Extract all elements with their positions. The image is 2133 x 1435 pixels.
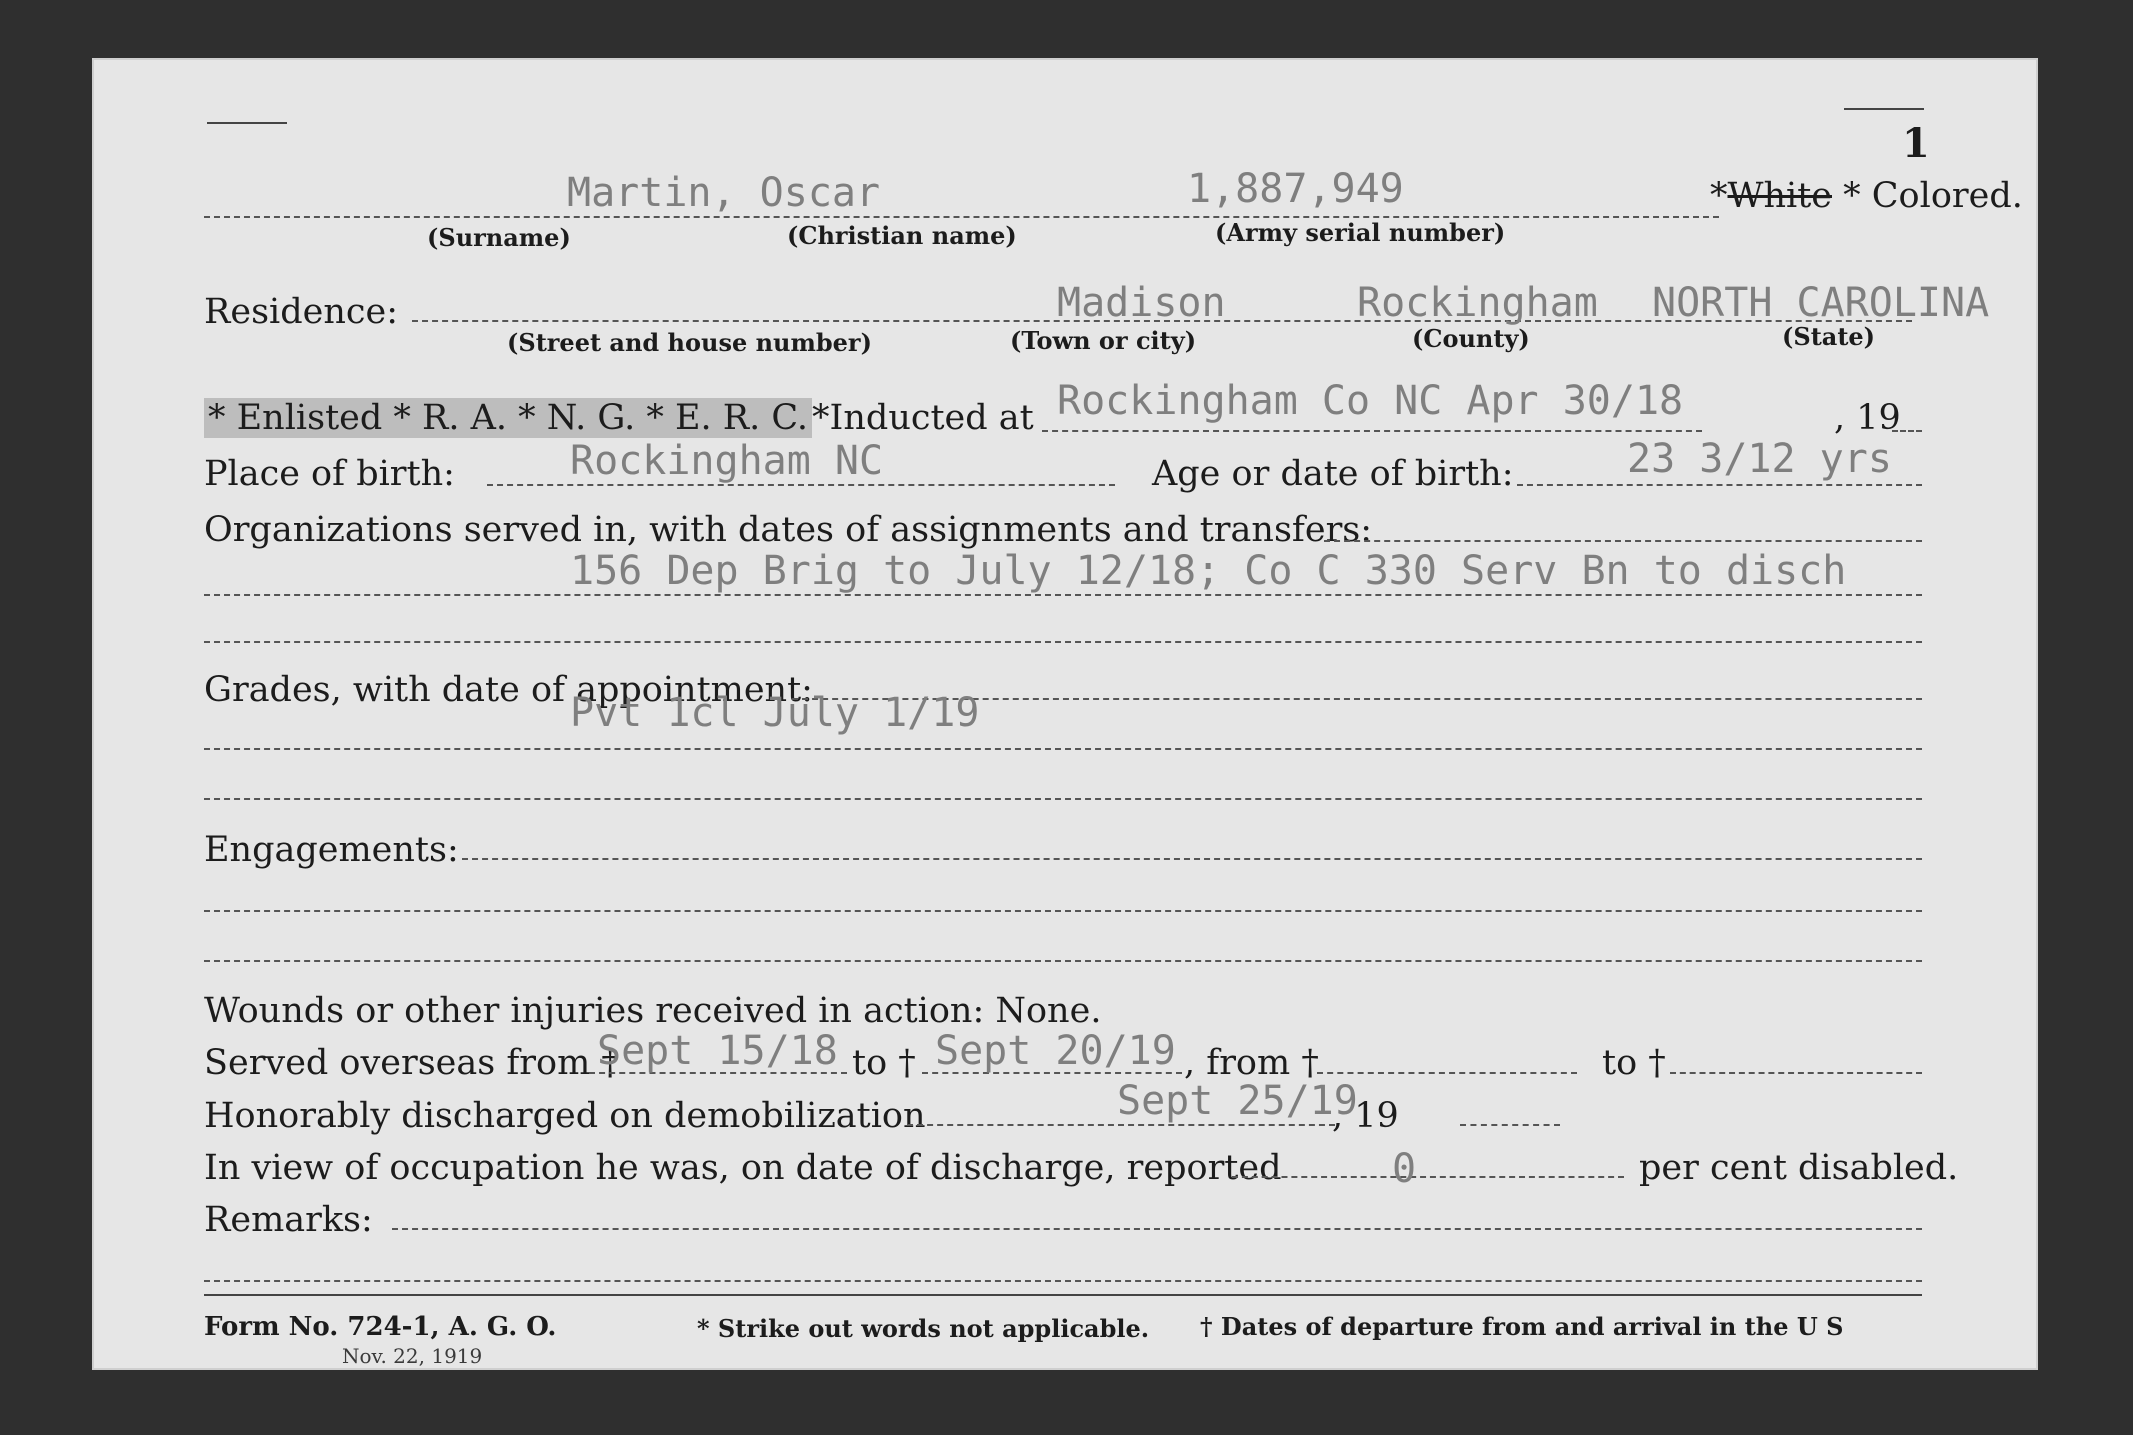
county-caption: (County) bbox=[1412, 324, 1530, 353]
residence-label: Residence: bbox=[204, 292, 398, 332]
strike-note: * Strike out words not applicable. bbox=[697, 1314, 1150, 1343]
remarks-line-2 bbox=[204, 1280, 1922, 1282]
form-date: Nov. 22, 1919 bbox=[342, 1344, 483, 1368]
race-field bbox=[1710, 176, 2023, 216]
serial-caption: (Army serial number) bbox=[1215, 218, 1506, 247]
disability-value: 0 bbox=[1392, 1146, 1417, 1192]
surname-caption: (Surname) bbox=[427, 223, 571, 252]
discharge-line bbox=[907, 1124, 1335, 1126]
race-star-2: * bbox=[1843, 176, 1861, 216]
grades-label: Grades, with date of appointment: bbox=[204, 670, 813, 710]
discharge-value: Sept 25/19 bbox=[1117, 1078, 1358, 1124]
birth-place-label: Place of birth: bbox=[204, 454, 455, 494]
birth-place-line bbox=[487, 484, 1115, 486]
overseas-to-label: to † bbox=[852, 1043, 916, 1083]
race-white-struck: White bbox=[1727, 176, 1832, 216]
discharge-year-label: , 19 bbox=[1332, 1096, 1399, 1136]
overseas-to2-label: to † bbox=[1602, 1043, 1666, 1083]
town-caption: (Town or city) bbox=[1010, 326, 1197, 355]
overseas-label: Served overseas from † bbox=[204, 1043, 619, 1083]
grades-line-2 bbox=[204, 748, 1922, 750]
organizations-line-3 bbox=[204, 641, 1922, 643]
disability-line bbox=[1232, 1176, 1624, 1178]
remarks-label: Remarks: bbox=[204, 1200, 373, 1240]
overseas-from2-label: , from † bbox=[1184, 1043, 1319, 1083]
overseas-from-value: Sept 15/18 bbox=[597, 1028, 838, 1074]
grades-value: Pvt 1cl July 1/19 bbox=[570, 690, 980, 736]
inducted-label: *Inducted at bbox=[812, 398, 1034, 438]
residence-town: Madison bbox=[1057, 280, 1226, 326]
race-colored: Colored. bbox=[1871, 176, 2023, 216]
engagements-line-1 bbox=[462, 858, 1922, 860]
discharge-label: Honorably discharged on demobilization bbox=[204, 1096, 926, 1136]
birth-place-value: Rockingham NC bbox=[570, 438, 884, 484]
form-number: Form No. 724-1, A. G. O. bbox=[204, 1312, 557, 1342]
organizations-value: 156 Dep Brig to July 12/18; Co C 330 Serv Bn to disch bbox=[570, 548, 1847, 594]
inducted-line bbox=[1042, 430, 1702, 432]
overseas-from2-line bbox=[1317, 1072, 1577, 1074]
age-label: Age or date of birth: bbox=[1152, 454, 1514, 494]
organizations-line-1 bbox=[1324, 540, 1922, 542]
organizations-label: Organizations served in, with dates of assignments and transfers: bbox=[204, 510, 1373, 550]
engagements-label: Engagements: bbox=[204, 830, 459, 870]
engagements-line-3 bbox=[204, 960, 1922, 962]
enlisted-options bbox=[204, 398, 1034, 438]
inducted-year-label: , 19 bbox=[1834, 398, 1901, 438]
overseas-to-value: Sept 20/19 bbox=[935, 1028, 1176, 1074]
wounds-label: Wounds or other injuries received in action: None. bbox=[204, 991, 1102, 1031]
residence-state: NORTH CAROLINA bbox=[1652, 280, 1990, 326]
inducted-year-line bbox=[1892, 430, 1922, 432]
organizations-line-2 bbox=[204, 594, 1922, 596]
overseas-to2-line bbox=[1670, 1072, 1922, 1074]
age-value: 23 3/12 yrs bbox=[1627, 436, 1892, 482]
race-star-1: * bbox=[1710, 176, 1728, 216]
dates-note: † Dates of departure from and arrival in the U S bbox=[1200, 1312, 1844, 1341]
christian-caption: (Christian name) bbox=[787, 221, 1017, 250]
age-line bbox=[1517, 484, 1922, 486]
disability-label: In view of occupation he was, on date of discharge, reported bbox=[204, 1148, 1282, 1188]
engagements-line-2 bbox=[204, 910, 1922, 912]
name-value: Martin, Oscar bbox=[567, 170, 881, 216]
grades-line-3 bbox=[204, 798, 1922, 800]
service-record-card bbox=[92, 58, 2038, 1370]
state-caption: (State) bbox=[1782, 322, 1876, 351]
inducted-value: Rockingham Co NC Apr 30/18 bbox=[1057, 378, 1684, 424]
top-left-rule bbox=[207, 122, 287, 124]
remarks-line-1 bbox=[392, 1228, 1922, 1230]
card-number: 1 bbox=[1902, 120, 1930, 167]
footer-rule bbox=[204, 1294, 1922, 1296]
serial-value: 1,887,949 bbox=[1187, 166, 1404, 212]
top-right-rule bbox=[1844, 108, 1924, 110]
discharge-year-line bbox=[1460, 1124, 1560, 1126]
residence-county: Rockingham bbox=[1357, 280, 1598, 326]
disability-suffix: per cent disabled. bbox=[1639, 1148, 1959, 1188]
street-caption: (Street and house number) bbox=[507, 328, 872, 357]
enlisted-options-struck: * Enlisted * R. A. * N. G. * E. R. C. bbox=[204, 398, 812, 438]
